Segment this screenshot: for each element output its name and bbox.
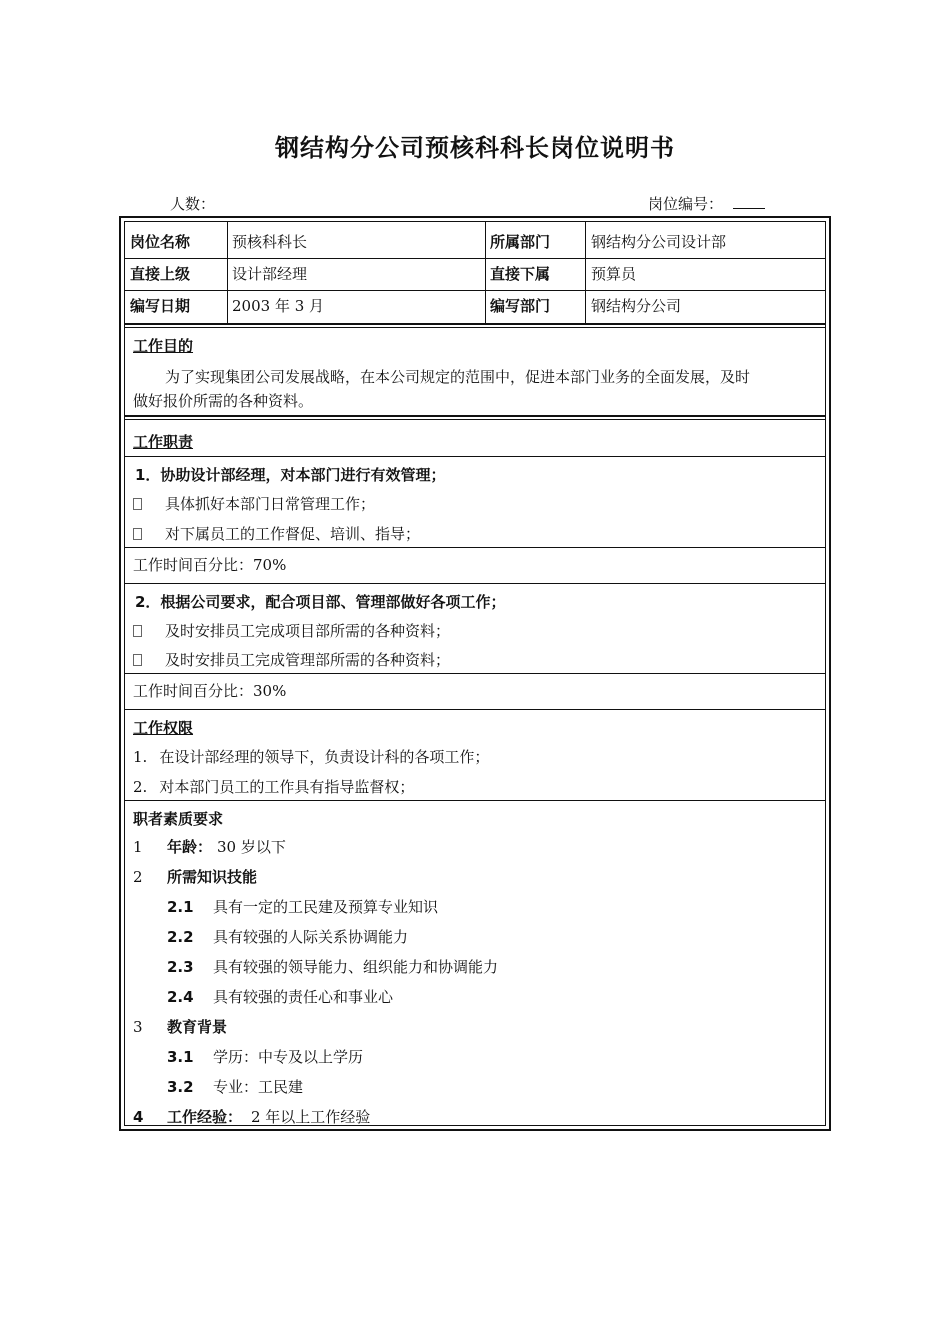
duty-2-point-1: 及时安排员工完成项目部所需的各种资料； (133, 621, 450, 641)
label-write-department: 编写部门 (490, 297, 551, 315)
value-post-name: 预核科科长 (232, 233, 308, 251)
value-write-date: 2003 年 3 月 (232, 297, 325, 315)
purpose-line-2: 做好报价所需的各种资料。 (133, 392, 314, 410)
skill-item-2: 2.2 具有较强的人际关系协调能力 (167, 928, 409, 946)
skill-item-1: 2.1 具有一定的工民建及预算专业知识 (167, 898, 439, 916)
post-number-label: 岗位编号： (648, 195, 724, 213)
duty-1-point-2: 对下属员工的工作督促、培训、指导； (133, 524, 420, 544)
info-col-divider-2 (485, 222, 486, 323)
duties-bottom-border (125, 709, 825, 710)
authority-bottom-border (125, 800, 825, 801)
authority-item-2: 2. 对本部门员工的工作具有指导监督权； (133, 778, 415, 796)
purpose-line-1: 为了实现集团公司发展战略，在本公司规定的范围中，促进本部门业务的全面发展，及时 (165, 368, 751, 386)
duties-heading: 工作职责 (133, 433, 194, 451)
label-post-name: 岗位名称 (130, 233, 191, 251)
post-number-blank (733, 196, 765, 209)
job-description-table (119, 216, 831, 1131)
info-row-divider-2 (125, 290, 825, 291)
duty-1-title: 1．协助设计部经理，对本部门进行有效管理； (135, 466, 446, 484)
value-department: 钢结构分公司设计部 (591, 233, 727, 251)
label-department: 所属部门 (490, 233, 551, 251)
duty-2-title: 2．根据公司要求，配合项目部、管理部做好各项工作； (135, 593, 506, 611)
document-title: 钢结构分公司预核科科长岗位说明书 (275, 134, 675, 162)
qualifications-heading: 职者素质要求 (133, 810, 224, 828)
qualification-education: 3 教育背景 (133, 1018, 228, 1036)
duty-1-time-percent: 工作时间百分比：70% (133, 556, 287, 574)
info-row-divider-1 (125, 258, 825, 259)
duties-top-border (125, 419, 825, 420)
label-direct-superior: 直接上级 (130, 265, 191, 283)
duty-2-time-percent: 工作时间百分比：30% (133, 682, 287, 700)
purpose-bottom-border (125, 415, 825, 417)
value-direct-subordinate: 预算员 (591, 265, 637, 283)
duty-1-bottom (125, 583, 825, 584)
qualification-experience: 4 工作经验： 2 年以上工作经验 (133, 1108, 371, 1126)
purpose-heading: 工作目的 (133, 337, 194, 355)
qualification-age: 1 年龄： 30 岁以下 (133, 838, 286, 856)
authority-heading: 工作权限 (133, 719, 194, 737)
skill-item-3: 2.3 具有较强的领导能力、组织能力和协调能力 (167, 958, 499, 976)
duty-1-point-1: 具体抓好本部门日常管理工作； (133, 494, 375, 514)
bullet-box-icon (133, 654, 142, 666)
value-write-department: 钢结构分公司 (591, 297, 682, 315)
duty-1-divider (125, 547, 825, 548)
post-number-field (648, 193, 765, 214)
authority-item-1: 1. 在设计部经理的领导下，负责设计科的各项工作； (133, 748, 490, 766)
duties-heading-divider (125, 456, 825, 457)
education-item-1: 3.1 学历：中专及以上学历 (167, 1048, 364, 1066)
duty-2-divider (125, 673, 825, 674)
skill-item-4: 2.4 具有较强的责任心和事业心 (167, 988, 394, 1006)
duty-2-point-2: 及时安排员工完成管理部所需的各种资料； (133, 650, 450, 670)
education-item-2: 3.2 专业：工民建 (167, 1078, 304, 1096)
bullet-box-icon (133, 625, 142, 637)
qualification-skills: 2 所需知识技能 (133, 868, 258, 886)
info-section-bottom (125, 323, 825, 325)
table-inner-frame (124, 221, 826, 1126)
info-col-divider-3 (585, 222, 586, 323)
purpose-top-border (125, 327, 825, 328)
info-col-divider-1 (227, 222, 228, 323)
bullet-box-icon (133, 528, 142, 540)
headcount-label: 人数： (170, 195, 216, 213)
value-direct-superior: 设计部经理 (232, 265, 308, 283)
label-direct-subordinate: 直接下属 (490, 265, 551, 283)
label-write-date: 编写日期 (130, 297, 191, 315)
bullet-box-icon (133, 498, 142, 510)
